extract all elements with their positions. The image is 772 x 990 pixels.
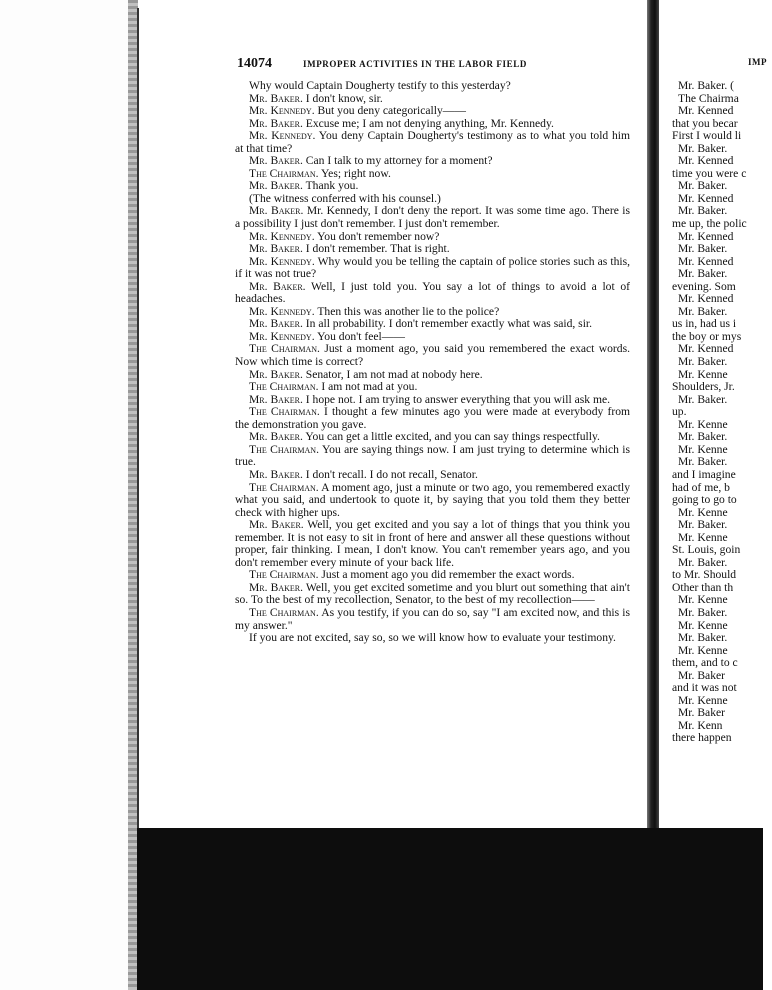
right-page-line: Mr. Kenned <box>678 342 734 356</box>
right-page-line: Mr. Baker. <box>678 267 728 281</box>
paragraph-text: Why would Captain Dougherty testify to this yesterday? <box>249 79 511 92</box>
book-gutter <box>647 0 659 830</box>
paragraph-text: Why would you be telling the captain of police stories such as this, if it was not true? <box>235 254 630 281</box>
right-page-line: Mr. Baker. <box>678 204 728 218</box>
transcript-paragraph <box>235 205 630 230</box>
speaker-label: Mr. Kennedy. <box>249 229 315 243</box>
right-page-line: Mr. Baker. <box>678 355 728 369</box>
right-page-line: Mr. Baker. <box>678 304 728 318</box>
right-page-line: there happen <box>672 731 732 745</box>
right-page-line: Mr. Baker <box>678 706 726 720</box>
paragraph-text: You don't remember now? <box>317 229 440 243</box>
paragraph-text: You can get a little excited, and you can say things respectfully. <box>305 430 600 444</box>
right-page-line: Other than th <box>672 580 734 594</box>
transcript-paragraph <box>235 632 630 645</box>
paragraph-text: I don't recall. I do not recall, Senator. <box>305 467 478 481</box>
paragraph-text: I thought a few minutes ago you were made at everybody from the demonstration you gave. <box>235 405 631 431</box>
transcript-paragraph <box>235 130 630 155</box>
right-page-line: that you becar <box>672 116 738 130</box>
paragraph-text: Can I talk to my attorney for a moment? <box>305 154 493 168</box>
right-page-line: them, and to c <box>672 656 738 670</box>
right-page-line: Mr. Kenne <box>678 505 728 519</box>
transcript-paragraph <box>235 582 630 607</box>
speaker-label: Mr. Baker. <box>249 116 303 130</box>
transcript-paragraph <box>235 256 630 281</box>
right-page-line: us in, had us i <box>672 317 737 331</box>
right-page-line: Mr. Kenned <box>678 154 734 168</box>
right-page-line: the boy or mys <box>672 329 742 343</box>
right-page-line: Mr. Kenned <box>678 229 734 243</box>
right-page-header: IMP <box>748 57 767 67</box>
speaker-label: The Chairman. <box>249 380 319 394</box>
speaker-label: Mr. Baker. <box>249 580 303 594</box>
speaker-label: Mr. Baker. <box>249 467 303 481</box>
speaker-label: Mr. Kennedy. <box>249 329 315 343</box>
paragraph-text: If you are not excited, say so, so we will know how to evaluate your testimony. <box>249 631 616 645</box>
paragraph-text: As you testify, if you can do so, say "I am excited now, and this is my answer." <box>235 605 630 632</box>
right-page-line: Mr. Baker. <box>678 455 728 469</box>
paragraph-text: You don't feel—— <box>317 329 405 343</box>
right-page-text <box>672 56 772 745</box>
paragraph-text: Yes; right now. <box>320 166 391 180</box>
paragraph-text: You are saying things now. I am just trying to determine which is true. <box>235 442 631 469</box>
transcript-paragraph <box>235 482 630 520</box>
paragraph-text: In all probability. I don't remember exactly what was said, sir. <box>305 317 593 331</box>
right-page-line: Mr. Kenne <box>678 643 728 657</box>
right-page-line: Mr. Kenne <box>678 530 728 544</box>
right-page-line: Mr. Kenne <box>678 367 728 381</box>
right-page-line: up. <box>672 405 687 419</box>
paragraph-text: (The witness conferred with his counsel.) <box>249 191 441 205</box>
scan-margin <box>0 0 137 990</box>
right-page-line: Mr. Kenne <box>678 593 728 607</box>
speaker-label: Mr. Baker. <box>249 242 303 256</box>
paragraph-text: Then this was another lie to the police? <box>317 304 500 318</box>
paragraph-text: Mr. Kennedy, I don't deny the report. It was some time ago. There is a possibility I just don't remember. I just don't remember. <box>235 204 630 231</box>
speaker-label: The Chairman. <box>249 605 319 619</box>
right-page-line: Mr. Kenne <box>678 693 728 707</box>
right-page-line: Mr. Baker. <box>678 555 728 569</box>
speaker-label: The Chairman. <box>249 166 319 180</box>
running-title: IMPROPER ACTIVITIES IN THE LABOR FIELD <box>303 59 527 69</box>
paragraph-text: I hope not. I am trying to answer everything that you will ask me. <box>305 392 611 406</box>
speaker-label: The Chairman. <box>249 568 319 582</box>
right-page-line: First I would li <box>672 129 742 143</box>
right-page-line: Mr. Kenned <box>678 292 734 306</box>
right-page-line: Mr. Baker <box>678 668 726 682</box>
right-page-line: Mr. Baker. <box>678 518 728 532</box>
right-page-line: Mr. Kenne <box>678 618 728 632</box>
right-page-line: Mr. Baker. <box>678 242 728 256</box>
paragraph-text: Just a moment ago you did remember the exact words. <box>321 568 575 582</box>
right-page-line: Mr. Baker. ( <box>678 79 735 92</box>
right-page-line: Mr. Baker. <box>678 430 728 444</box>
paragraph-text: Senator, I am not mad at nobody here. <box>305 367 483 381</box>
paragraph-text: Well, I just told you. You say a lot of things to avoid a lot of headaches. <box>235 279 630 306</box>
right-page-line: going to go to <box>672 493 737 507</box>
right-page-line: Mr. Kenne <box>678 417 728 431</box>
speaker-label: The Chairman. <box>249 442 319 456</box>
speaker-label: Mr. Kennedy. <box>249 129 316 143</box>
right-page-line: Mr. Kenn <box>678 718 723 732</box>
speaker-label: The Chairman. <box>249 480 319 494</box>
right-page-line: Mr. Kenned <box>678 104 734 118</box>
transcript-paragraph <box>235 281 630 306</box>
speaker-label: Mr. Baker. <box>249 317 303 331</box>
right-page-line: Mr. Baker. <box>678 631 728 645</box>
right-page-line: Mr. Kenned <box>678 254 734 268</box>
speaker-label: Mr. Baker. <box>249 204 304 218</box>
speaker-label: The Chairman. <box>249 405 320 419</box>
right-page-line: Mr. Kenne <box>678 442 728 456</box>
right-page-line: me up, the polic <box>672 217 747 231</box>
speaker-label: Mr. Baker. <box>249 430 303 444</box>
right-page-line: had of me, b <box>672 480 730 494</box>
paragraph-text: I don't remember. That is right. <box>305 242 450 256</box>
paragraph-text: But you deny categorically—— <box>317 104 466 118</box>
speaker-label: Mr. Baker. <box>249 279 306 293</box>
paragraph-text: Thank you. <box>305 179 359 193</box>
right-page-line: Shoulders, Jr. <box>672 380 735 394</box>
speaker-label: Mr. Kennedy. <box>249 254 315 268</box>
scan-background <box>137 828 763 990</box>
page-number: 14074 <box>237 56 272 71</box>
transcript-paragraph <box>235 444 630 469</box>
right-page-line: to Mr. Should <box>672 568 737 582</box>
paragraph-text: I don't know, sir. <box>305 91 383 105</box>
right-page-line: and it was not <box>672 681 737 695</box>
speaker-label: Mr. Baker. <box>249 179 303 193</box>
speaker-label: Mr. Baker. <box>249 392 303 406</box>
right-page-line: Mr. Baker. <box>678 179 728 193</box>
paragraph-text: Well, you get excited and you say a lot of things that you think you remember. It is not easy to sit in front of here and answer all these questions without proper, fair thinking. I mean, I don't know. You can't remember years ago, and you don't remember every minute of your back life. <box>235 518 630 569</box>
paragraph-text: You deny Captain Dougherty's testimony as to what you told him at that time? <box>235 129 630 155</box>
paragraph-text: Well, you get excited sometime and you blurt out something that ain't so. To the best of my recollection, Senator, to the best of my recollection—— <box>235 580 630 607</box>
transcript-paragraph <box>235 406 630 431</box>
speaker-label: Mr. Kennedy. <box>249 104 315 118</box>
speaker-label: Mr. Baker. <box>249 154 303 168</box>
right-page-line: St. Louis, goin <box>672 543 741 557</box>
speaker-label: Mr. Baker. <box>249 518 304 532</box>
right-page-line: Mr. Baker. <box>678 392 728 406</box>
transcript-body <box>235 80 630 645</box>
right-page-line: time you were c <box>672 166 747 180</box>
right-page-line: Mr. Baker. <box>678 605 728 619</box>
speaker-label: The Chairman. <box>249 342 320 356</box>
paragraph-text: I am not mad at you. <box>321 380 418 394</box>
right-page-line: Mr. Baker. <box>678 141 728 155</box>
speaker-label: Mr. Baker. <box>249 91 303 105</box>
transcript-paragraph <box>235 343 630 368</box>
transcript-paragraph <box>235 607 630 632</box>
transcript-paragraph <box>235 519 630 569</box>
right-page-line: Mr. Kenned <box>678 191 734 205</box>
page-header <box>237 56 637 71</box>
right-page-line: and I imagine <box>672 467 736 481</box>
speaker-label: Mr. Baker. <box>249 367 303 381</box>
right-page-line: The Chairma <box>678 91 739 105</box>
paragraph-text: Excuse me; I am not denying anything, Mr. Kennedy. <box>305 116 554 130</box>
paragraph-text: A moment ago, just a minute or two ago, you remembered exactly what you said, and undertook to quote it, by saying that you told them they better check with higher ups. <box>235 480 630 519</box>
paragraph-text: Just a moment ago, you said you remembered the exact words. Now which time is correct? <box>235 342 630 369</box>
right-page-line: evening. Som <box>672 279 736 293</box>
speaker-label: Mr. Kennedy. <box>249 304 315 318</box>
